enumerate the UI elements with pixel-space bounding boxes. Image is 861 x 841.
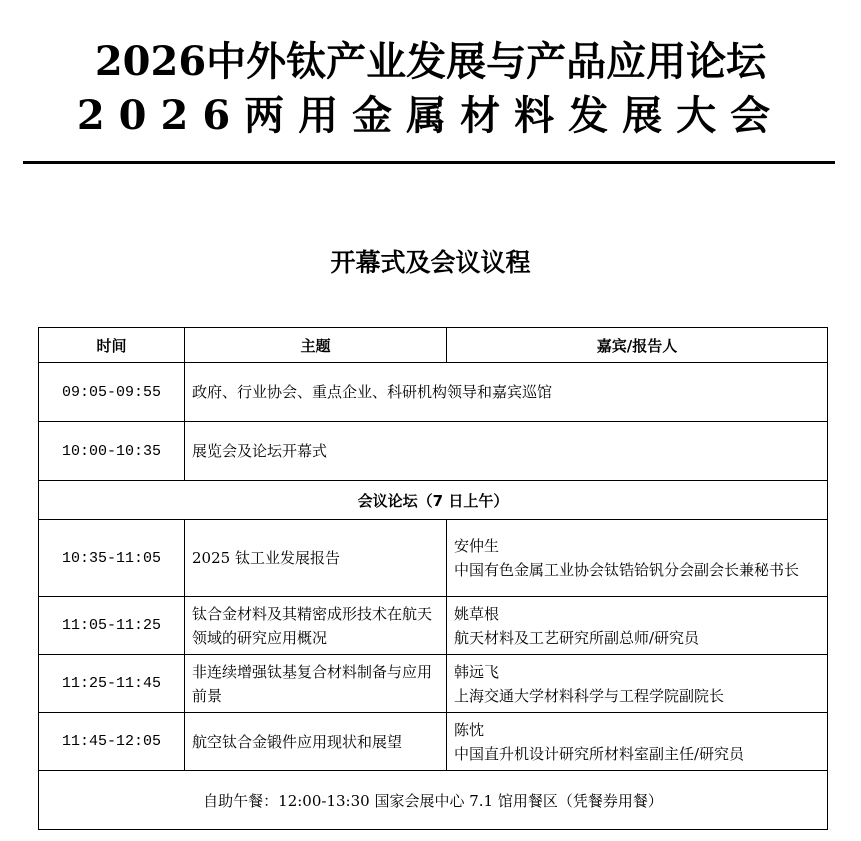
speaker-affiliation: 航天材料及工艺研究所副总师/研究员 [454, 628, 700, 647]
row-topic: 2025 钛工业发展报告 [185, 520, 447, 597]
header-guest: 嘉宾/报告人 [447, 328, 828, 363]
row-guest [447, 597, 828, 655]
row-topic: 政府、行业协会、重点企业、科研机构领导和嘉宾巡馆 [185, 363, 828, 422]
speaker-affiliation: 中国有色金属工业协会钛锆铪钒分会副会长兼秘书长 [454, 561, 800, 579]
header-time: 时间 [39, 328, 185, 363]
row-time: 10:00-10:35 [39, 422, 185, 481]
row-topic: 航空钛合金锻件应用现状和展望 [185, 713, 447, 771]
speaker-affiliation: 上海交通大学材料科学与工程学院副院长 [454, 686, 725, 705]
row-time: 09:05-09:55 [39, 363, 185, 422]
speaker-name: 安仲生 [454, 537, 500, 555]
speaker-name: 姚草根 [454, 604, 500, 623]
table-row [39, 363, 828, 422]
row-time: 11:25-11:45 [39, 655, 185, 713]
row-time: 11:45-12:05 [39, 713, 185, 771]
table-row [39, 520, 828, 597]
table-row [39, 597, 828, 655]
main-title-line-2: 2026两用金属材料发展大会 [76, 92, 785, 139]
lunch-note: 自助午餐：12:00-13:30 国家会展中心 7.1 馆用餐区（凭餐券用餐） [39, 771, 828, 830]
header-divider [23, 161, 835, 164]
row-guest [447, 520, 828, 597]
section-row [39, 481, 828, 520]
row-time: 11:05-11:25 [39, 597, 185, 655]
row-time: 10:35-11:05 [39, 520, 185, 597]
row-topic: 展览会及论坛开幕式 [185, 422, 828, 481]
speaker-name: 陈忱 [454, 720, 485, 739]
table-row [39, 422, 828, 481]
row-guest [447, 655, 828, 713]
table-row [39, 655, 828, 713]
main-title-line-1: 2026中外钛产业发展与产品应用论坛 [94, 38, 767, 85]
lunch-row [39, 771, 828, 830]
agenda-heading: 开幕式及会议议程 [330, 248, 531, 277]
section-title: 会议论坛（7 日上午） [39, 481, 828, 520]
row-guest [447, 713, 828, 771]
header-topic: 主题 [185, 328, 447, 363]
table-row [39, 713, 828, 771]
speaker-affiliation: 中国直升机设计研究所材料室副主任/研究员 [454, 744, 745, 763]
table-header-row [39, 328, 828, 363]
row-topic: 非连续增强钛基复合材料制备与应用前景 [185, 655, 447, 713]
agenda-table [38, 327, 828, 830]
row-topic: 钛合金材料及其精密成形技术在航天领域的研究应用概况 [185, 597, 447, 655]
speaker-name: 韩远飞 [454, 662, 500, 681]
